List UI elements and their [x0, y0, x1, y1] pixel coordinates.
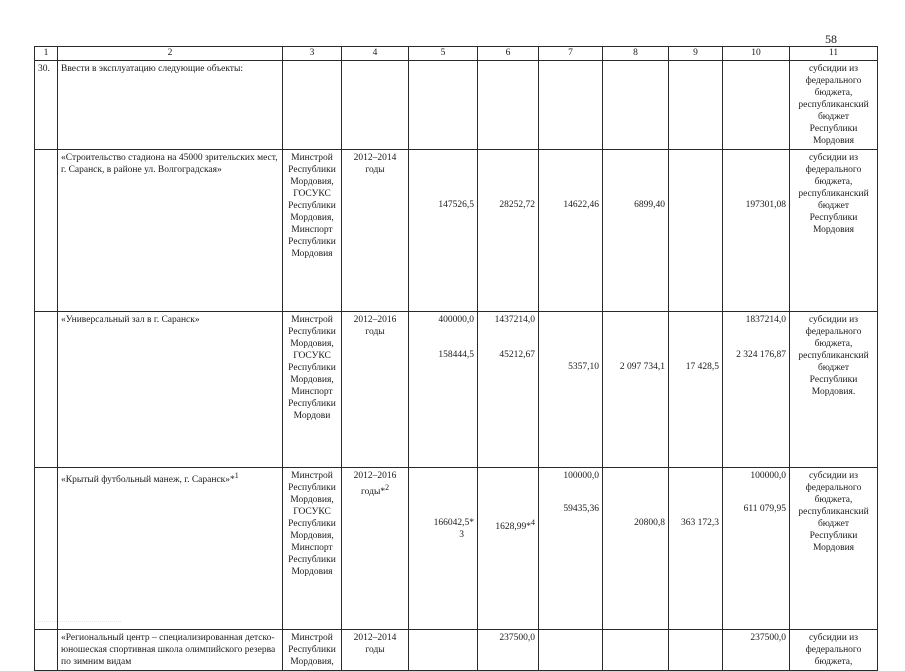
value-col7: 5357,10 — [539, 312, 603, 468]
column-number: 9 — [669, 47, 723, 61]
column-number: 3 — [283, 47, 342, 61]
value-line: 45212,67 — [499, 350, 535, 360]
value-line: 158444,5 — [438, 350, 474, 360]
column-number: 5 — [409, 47, 478, 61]
footnote-mark: 2 — [385, 483, 390, 492]
term: 2012–2014 годы — [342, 150, 409, 312]
value-col9 — [669, 150, 723, 312]
value-col6 — [478, 312, 539, 468]
value-text: 166042,5* — [433, 518, 474, 528]
cell-empty — [669, 630, 723, 671]
column-number: 2 — [58, 47, 283, 61]
value-line: 2 324 176,87 — [736, 350, 786, 360]
column-number-row — [35, 47, 878, 61]
value-col6 — [478, 468, 539, 630]
value-col5 — [409, 468, 478, 630]
footnote-mark: 4 — [531, 518, 535, 527]
executor: Минстрой Республики Мордовия, — [283, 630, 342, 671]
program-table — [34, 46, 878, 671]
cell-empty — [603, 61, 669, 150]
cell-empty — [539, 630, 603, 671]
value-col5 — [409, 312, 478, 468]
term-text: 2012–2016 годы* — [353, 471, 397, 498]
table-row — [35, 61, 878, 150]
cell-empty — [35, 150, 58, 312]
column-number: 1 — [35, 47, 58, 61]
funding-source: субсидии из федерального бюджета, республиканский бюджет Республики Мордовия — [790, 468, 878, 630]
executor: Минстрой Республики Мордовия, ГОСУКС Республики Мордовия, Минспорт Республики Мордови — [283, 312, 342, 468]
cell-empty — [409, 630, 478, 671]
item-number: 30. — [35, 61, 58, 150]
page-number: 58 — [825, 32, 837, 46]
value-col8: 6899,40 — [603, 150, 669, 312]
executor: Минстрой Республики Мордовия, ГОСУКС Республики Мордовия, Минспорт Республики Мордовия — [283, 150, 342, 312]
term: 2012–2016 годы — [342, 312, 409, 468]
value-line: 59435,36 — [563, 504, 599, 514]
cell-empty — [409, 61, 478, 150]
value-col5: 147526,5 — [409, 150, 478, 312]
funding-source: субсидии из федерального бюджета, республиканский бюджет Республики Мордовия — [790, 61, 878, 150]
cell-empty — [35, 630, 58, 671]
cell-empty — [603, 630, 669, 671]
value-col7: 14622,46 — [539, 150, 603, 312]
value-col6: 28252,72 — [478, 150, 539, 312]
value-line: 400000,0 — [438, 315, 474, 325]
funding-source: субсидии из федерального бюджета, республиканский бюджет Республики Мордовия. — [790, 312, 878, 468]
funding-source: субсидии из федерального бюджета, — [790, 630, 878, 671]
funding-source: субсидии из федерального бюджета, республиканский бюджет Республики Мордовия — [790, 150, 878, 312]
column-number: 4 — [342, 47, 409, 61]
value-col10: 237500,0 — [723, 630, 790, 671]
cell-empty — [539, 61, 603, 150]
object-name: «Универсальный зал в г. Саранск» — [58, 312, 283, 468]
object-name: «Региональный центр – специализированная детско-юношеская спортивная школа олимпийского резерва по зимним видам — [58, 630, 283, 671]
value-line: 100000,0 — [750, 471, 786, 481]
value-col8: 2 097 734,1 — [603, 312, 669, 468]
item-text: Ввести в эксплуатацию следующие объекты: — [58, 61, 283, 150]
value-col7 — [539, 468, 603, 630]
table-row — [35, 468, 878, 630]
table-row — [35, 312, 878, 468]
cell-empty — [669, 61, 723, 150]
cell-empty — [35, 468, 58, 630]
value-line: 1437214,0 — [494, 315, 535, 325]
executor: Минстрой Республики Мордовия, ГОСУКС Республики Мордовия, Минспорт Республики Мордовия — [283, 468, 342, 630]
value-line: 611 079,95 — [743, 504, 786, 514]
term — [342, 468, 409, 630]
value-text: 1628,99* — [495, 522, 532, 533]
value-col8: 20800,8 — [603, 468, 669, 630]
value-col10: 197301,08 — [723, 150, 790, 312]
footnote-mark: 3 — [459, 530, 464, 540]
column-number: 11 — [790, 47, 878, 61]
column-number: 8 — [603, 47, 669, 61]
cell-empty — [35, 312, 58, 468]
column-number: 7 — [539, 47, 603, 61]
term: 2012–2014 годы — [342, 630, 409, 671]
table-row — [35, 150, 878, 312]
column-number: 10 — [723, 47, 790, 61]
footer-scan-mark: ............................................ — [34, 618, 122, 623]
cell-empty — [723, 61, 790, 150]
footnote-mark: 1 — [234, 471, 239, 480]
value-col10 — [723, 468, 790, 630]
cell-empty — [478, 61, 539, 150]
object-name-text: «Крытый футбольный манеж, г. Саранск»* — [61, 475, 235, 486]
object-name — [58, 468, 283, 630]
value-line: 1837214,0 — [745, 315, 786, 325]
value-col6: 237500,0 — [478, 630, 539, 671]
value-col9: 17 428,5 — [669, 312, 723, 468]
cell-empty — [283, 61, 342, 150]
cell-empty — [342, 61, 409, 150]
object-name: «Строительство стадиона на 45000 зрительских мест, г. Саранск, в районе ул. Волгоградская» — [58, 150, 283, 312]
value-col9: 363 172,3 — [669, 468, 723, 630]
table-row — [35, 630, 878, 671]
column-number: 6 — [478, 47, 539, 61]
value-col10 — [723, 312, 790, 468]
value-line: 100000,0 — [563, 471, 599, 481]
